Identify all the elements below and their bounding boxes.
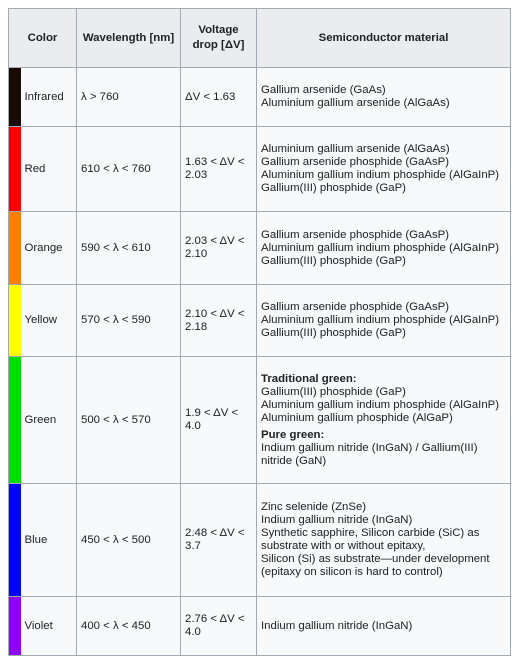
material-item: Gallium(III) phosphide (GaP): [261, 385, 406, 398]
wavelength-cell: 400 < λ < 450: [77, 597, 181, 656]
material-cell: [257, 285, 511, 357]
material-item: Gallium arsenide phosphide (GaAsP): [261, 228, 450, 241]
color-swatch: [9, 127, 21, 212]
color-swatch: [9, 357, 21, 484]
table-row: [9, 68, 511, 127]
material-item: Silicon (Si) as substrate—under development (epitaxy on silicon is hard to control): [261, 553, 490, 578]
material-item: Aluminium gallium indium phosphide (AlGaInP): [261, 314, 500, 326]
color-name: Green: [21, 357, 77, 484]
color-name: Violet: [21, 597, 77, 656]
material-item: Aluminium gallium arsenide (AlGaAs): [261, 97, 450, 109]
material-item: Zinc selenide (ZnSe): [261, 501, 367, 513]
color-name: Blue: [21, 484, 77, 597]
material-item: Indium gallium nitride (InGaN) / Gallium(III) nitride (GaN): [261, 441, 478, 467]
color-swatch: [9, 68, 21, 127]
voltage-cell: 2.48 < ΔV < 3.7: [181, 484, 257, 597]
material-item: Gallium arsenide phosphide (GaAsP): [261, 156, 450, 168]
material-cell: [257, 357, 511, 484]
material-item: Indium gallium nitride (InGaN): [261, 619, 413, 632]
voltage-cell: ΔV < 1.63: [181, 68, 257, 127]
voltage-cell: 2.03 < ΔV < 2.10: [181, 212, 257, 285]
header-wavelength[interactable]: Wavelength [nm]: [77, 9, 181, 68]
material-item: Aluminium gallium indium phosphide (AlGaInP): [261, 398, 500, 411]
header-color[interactable]: Color: [9, 9, 77, 68]
color-name: Orange: [21, 212, 77, 285]
color-name: Yellow: [21, 285, 77, 357]
material-item: Gallium(III) phosphide (GaP): [261, 182, 406, 194]
table-row: [9, 357, 511, 484]
material-item: Gallium arsenide (GaAs): [261, 84, 386, 96]
color-swatch: [9, 484, 21, 597]
wavelength-cell: 610 < λ < 760: [77, 127, 181, 212]
header-material[interactable]: Semiconductor material: [257, 9, 511, 68]
header-voltage[interactable]: Voltage drop [ΔV]: [181, 9, 257, 68]
material-cell: [257, 597, 511, 656]
traditional-green-heading: Traditional green:: [261, 372, 357, 385]
color-name: Red: [21, 127, 77, 212]
material-item: Aluminium gallium arsenide (AlGaAs): [261, 143, 450, 155]
table-row: [9, 127, 511, 212]
table-row: [9, 212, 511, 285]
led-color-table: [8, 8, 511, 656]
wavelength-cell: 450 < λ < 500: [77, 484, 181, 597]
material-item: Gallium arsenide phosphide (GaAsP): [261, 301, 450, 313]
color-name: Infrared: [21, 68, 77, 127]
wavelength-cell: 570 < λ < 590: [77, 285, 181, 357]
material-item: Aluminium gallium phosphide (AlGaP): [261, 411, 453, 424]
material-cell: [257, 68, 511, 127]
voltage-cell: 1.63 < ΔV < 2.03: [181, 127, 257, 212]
material-item: Aluminium gallium indium phosphide (AlGaInP): [261, 169, 500, 181]
material-item: Indium gallium nitride (InGaN): [261, 514, 413, 526]
pure-green-heading: Pure green:: [261, 428, 325, 441]
color-swatch: [9, 285, 21, 357]
wavelength-cell: λ > 760: [77, 68, 181, 127]
material-item: Aluminium gallium indium phosphide (AlGaInP): [261, 241, 500, 254]
material-cell: [257, 127, 511, 212]
material-item: Gallium(III) phosphide (GaP): [261, 254, 406, 267]
material-cell: [257, 212, 511, 285]
material-item: Gallium(III) phosphide (GaP): [261, 327, 406, 339]
color-swatch: [9, 212, 21, 285]
table-row: [9, 597, 511, 656]
table-row: [9, 484, 511, 597]
color-swatch: [9, 597, 21, 656]
wavelength-cell: 590 < λ < 610: [77, 212, 181, 285]
voltage-cell: 1.9 < ΔV < 4.0: [181, 357, 257, 484]
voltage-cell: 2.76 < ΔV < 4.0: [181, 597, 257, 656]
voltage-cell: 2.10 < ΔV < 2.18: [181, 285, 257, 357]
table-row: [9, 285, 511, 357]
material-cell: [257, 484, 511, 597]
wavelength-cell: 500 < λ < 570: [77, 357, 181, 484]
material-item: Synthetic sapphire, Silicon carbide (SiC) as substrate with or without epitaxy,: [261, 527, 480, 552]
header-row: [9, 9, 511, 68]
